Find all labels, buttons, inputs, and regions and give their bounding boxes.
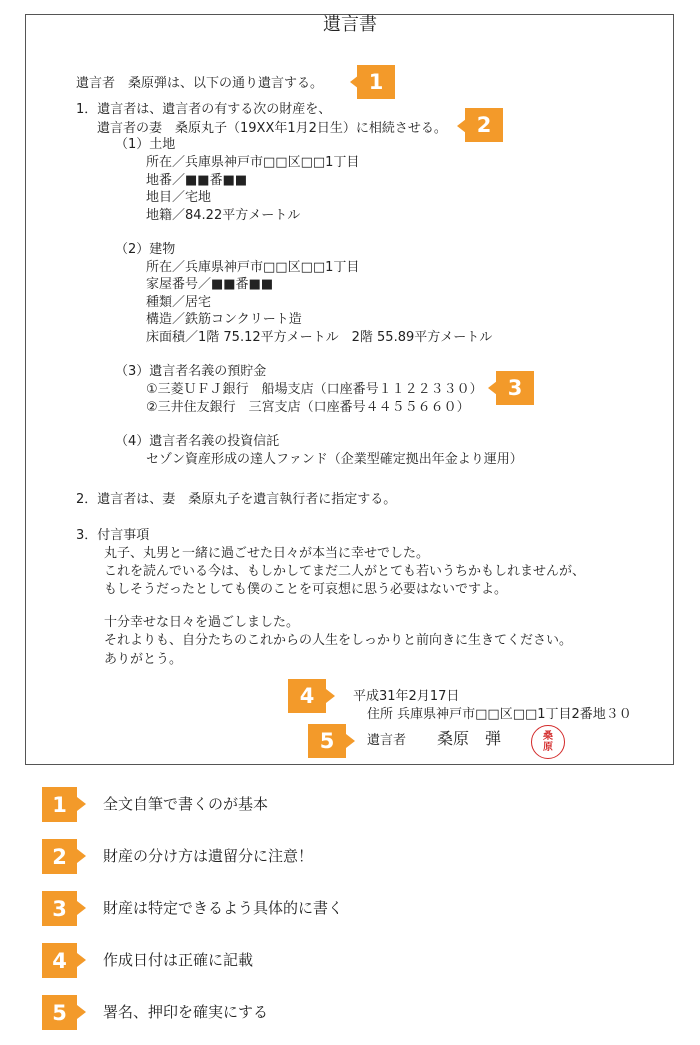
message-line: ありがとう。	[104, 652, 183, 667]
seal-char: 原	[543, 742, 553, 753]
land-heading: （1）土地	[115, 137, 176, 152]
item3-heading: 3．付言事項	[76, 528, 150, 543]
deposits-line: ②三井住友銀行 三宮支店（口座番号４４５５６６０）	[146, 400, 470, 415]
badge-arrow	[346, 734, 355, 748]
badge-5: 5	[308, 724, 346, 758]
legend-text: 署名、押印を確実にする	[103, 1003, 269, 1021]
message-line: 十分幸せな日々を過ごしました。	[104, 615, 300, 630]
message-line: これを読んでいる今は、もしかしてまだ二人がとても若いうちかもしれませんが、	[104, 564, 586, 579]
seal-char: 桑	[543, 731, 553, 742]
land-line: 地番／■■番■■	[146, 173, 248, 188]
signer-name: 桑原 弾	[437, 729, 502, 748]
message-line: 丸子、丸男と一緒に過ごせた日々が本当に幸せでした。	[104, 546, 430, 561]
legend-number: 1	[42, 787, 77, 822]
message-line: もしそうだったとしても僕のことを可哀想に思う必要はないですよ。	[104, 582, 508, 597]
legend-text: 財産は特定できるよう具体的に書く	[103, 899, 344, 917]
intro-line: 遺言者 桑原弾は、以下の通り遺言する。	[76, 76, 324, 91]
land-line: 所在／兵庫県神戸市□□区□□1丁目	[146, 155, 360, 170]
badge-2: 2	[465, 108, 503, 142]
legend-text: 財産の分け方は遺留分に注意！	[103, 847, 314, 865]
legend-text: 作成日付は正確に記載	[103, 951, 254, 969]
badge-3: 3	[496, 371, 534, 405]
legend-arrow	[77, 953, 86, 967]
deposits-line: ①三菱ＵＦＪ銀行 船場支店（口座番号１１２２３３０）	[146, 382, 483, 397]
land-line: 地籍／84.22平方メートル	[146, 208, 301, 223]
land-line: 地目／宅地	[146, 190, 212, 205]
item1-line2: 遺言者の妻 桑原丸子（19XX年1月2日生）に相続させる。	[97, 121, 447, 136]
document-date: 平成31年2月17日	[353, 689, 460, 704]
seal-stamp	[531, 725, 565, 759]
document-address: 住所 兵庫県神戸市□□区□□1丁目2番地３０	[367, 707, 632, 722]
item1-line1: 1．遺言者は、遺言者の有する次の財産を、	[76, 102, 332, 117]
building-heading: （2）建物	[115, 242, 176, 257]
legend-arrow	[77, 797, 86, 811]
legend-number: 5	[42, 995, 77, 1030]
document-title: 遺言書	[323, 14, 377, 35]
legend-number: 3	[42, 891, 77, 926]
building-line: 所在／兵庫県神戸市□□区□□1丁目	[146, 260, 360, 275]
legend-arrow	[77, 849, 86, 863]
legend-arrow	[77, 1005, 86, 1019]
building-line: 種類／居宅	[146, 295, 212, 310]
building-line: 構造／鉄筋コンクリート造	[146, 312, 302, 327]
legend-number: 2	[42, 839, 77, 874]
building-line: 家屋番号／■■番■■	[146, 277, 274, 292]
deposits-heading: （3）遺言者名義の預貯金	[115, 364, 267, 379]
trust-line: セゾン資産形成の達人ファンド（企業型確定拠出年金より運用）	[146, 452, 523, 467]
trust-heading: （4）遺言者名義の投資信託	[115, 434, 280, 449]
message-line: それよりも、自分たちのこれからの人生をしっかりと前向きに生きてください。	[104, 633, 573, 648]
legend-arrow	[77, 901, 86, 915]
legend-text: 全文自筆で書くのが基本	[103, 795, 269, 813]
legend-number: 4	[42, 943, 77, 978]
building-line: 床面積／1階 75.12平方メートル 2階 55.89平方メートル	[146, 330, 493, 345]
badge-arrow	[326, 689, 335, 703]
item2-line: 2．遺言者は、妻 桑原丸子を遺言執行者に指定する。	[76, 492, 397, 507]
badge-4: 4	[288, 679, 326, 713]
badge-1: 1	[357, 65, 395, 99]
signer-label: 遺言者	[367, 733, 407, 748]
